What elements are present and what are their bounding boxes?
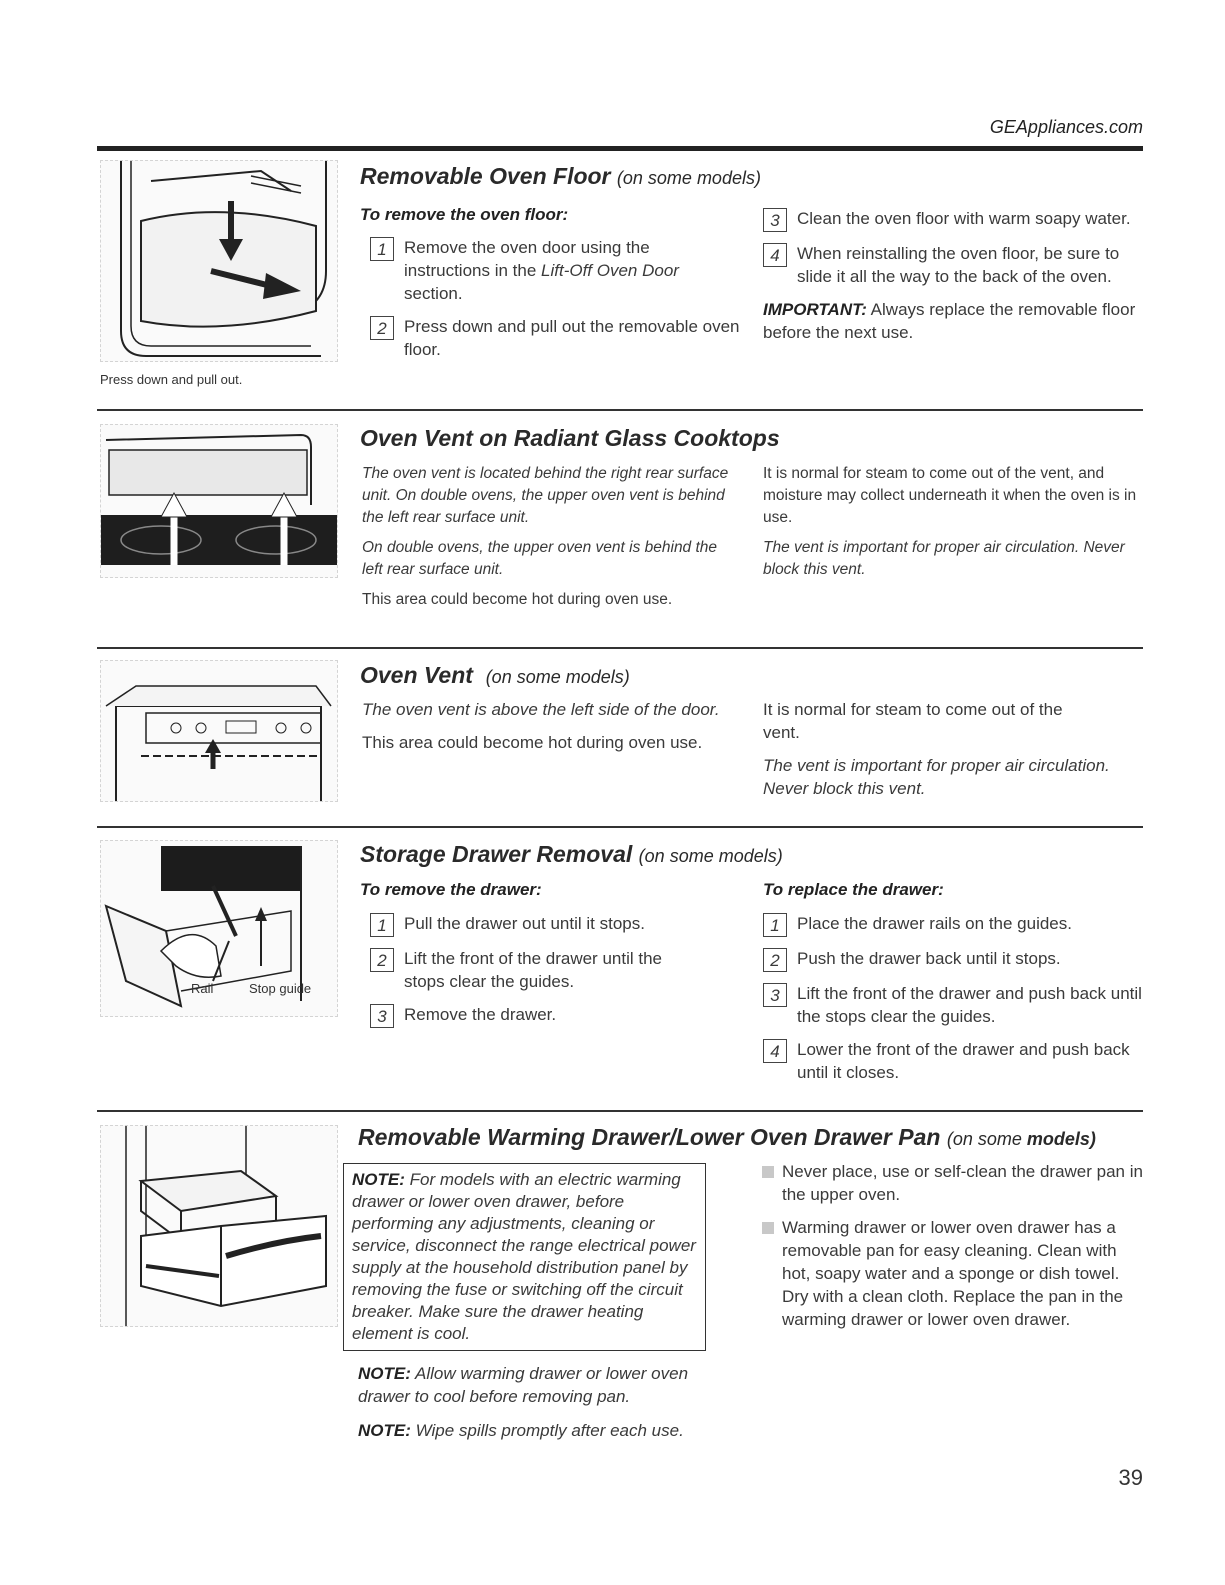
step-1 (763, 912, 1143, 937)
title-text: Removable Oven Floor (360, 163, 611, 189)
header-rule (97, 146, 1143, 151)
bullet-item (762, 1160, 1144, 1206)
step-text-a: Remove the oven door using the instructions in the (404, 238, 650, 280)
title-text: Removable Warming Drawer/Lower Oven Drawer Pan (358, 1124, 941, 1150)
bullet-item (762, 1216, 1144, 1331)
cooktop-vent-illustration (100, 424, 338, 578)
cooktop-vent-drawing (101, 425, 337, 577)
step-text: Clean the oven floor with warm soapy water. (797, 209, 1131, 228)
title-subtitle-bold: models) (1026, 1129, 1096, 1149)
step-number: 4 (763, 243, 787, 267)
step-number: 1 (763, 913, 787, 937)
step-number: 2 (370, 316, 394, 340)
note-label: NOTE: (352, 1170, 405, 1189)
step-4 (763, 1038, 1143, 1084)
step-number: 3 (370, 1004, 394, 1028)
hot-area-text: This area could become hot during oven use. (362, 591, 673, 608)
bullet-icon (762, 1222, 774, 1234)
section-divider (97, 409, 1143, 411)
step-3 (370, 1003, 700, 1028)
remove-floor-heading: To remove the oven floor: (360, 205, 569, 224)
oven-vent-illustration (100, 660, 338, 802)
oven-vent-right-col (763, 698, 1133, 800)
section-divider (97, 1110, 1143, 1112)
section-title-oven-vent (360, 662, 630, 689)
note-text: Allow warming drawer or lower oven drawer to cool before removing pan. (358, 1364, 689, 1406)
step-text: Remove the drawer. (404, 1005, 557, 1024)
site-url: GEAppliances.com (989, 117, 1143, 137)
bullet-text: Warming drawer or lower oven drawer has a removable pan for easy cleaning. Clean with hot, soapy water and a sponge or dish towel. Dry with a clean cloth. Replace the pan in the warming drawer or lower oven drawer. (782, 1218, 1124, 1329)
step-number: 1 (370, 237, 394, 261)
double-oven-text: On double ovens, the upper oven vent is behind the left rear surface unit. (362, 539, 718, 578)
oven-floor-steps-right (763, 207, 1145, 344)
note-text: Wipe spills promptly after each use. (410, 1421, 684, 1440)
step-2 (370, 947, 700, 993)
oven-vent-drawing (101, 661, 337, 801)
oven-floor-drawing (101, 161, 337, 361)
replace-drawer-steps (763, 912, 1143, 1094)
vent-important-text: The vent is important for proper air circulation. Never block this vent. (763, 756, 1110, 798)
step-text: Lower the front of the drawer and push back until it closes. (797, 1040, 1130, 1082)
step-1 (370, 912, 700, 937)
step-text: Lift the front of the drawer and push back until the stops clear the guides. (797, 984, 1142, 1026)
safety-note-box (343, 1163, 706, 1351)
vent-location-text: The oven vent is located behind the right rear surface unit. On double ovens, the upper oven vent is behind the left rear surface unit. (362, 465, 729, 526)
step-text: Place the drawer rails on the guides. (797, 914, 1072, 933)
note-label: NOTE: (358, 1421, 411, 1440)
section-divider (97, 826, 1143, 828)
important-note (763, 298, 1145, 344)
vent-above-door-text: The oven vent is above the left side of the door. (362, 700, 720, 719)
section-title-storage-drawer (360, 841, 783, 868)
steam-text: It is normal for steam to come out of the vent, and moisture may collect underneath it when the oven is in use. (763, 465, 1137, 526)
note-text: For models with an electric warming drawer or lower oven drawer, before performing any adjustments, cleaning or service, disconnect the range electrical power supply at the household distribution panel by removing the fuse or switching off the circuit breaker. Make sure the drawer heating element is cool. (352, 1170, 696, 1343)
rail-label: Rail (191, 981, 214, 996)
step-number: 3 (763, 983, 787, 1007)
section-divider (97, 647, 1143, 649)
title-subtitle: (on some models) (485, 667, 630, 687)
important-label: IMPORTANT: (763, 300, 867, 319)
step-number: 2 (370, 948, 394, 972)
remove-drawer-steps (370, 912, 700, 1038)
step-text: Pull the drawer out until it stops. (404, 914, 645, 933)
step-1 (370, 236, 740, 305)
step-number: 1 (370, 913, 394, 937)
vent-important-text: The vent is important for proper air circulation. Never block this vent. (763, 539, 1125, 578)
step-text: When reinstalling the oven floor, be sure to slide it all the way to the back of the oven. (797, 244, 1120, 286)
replace-drawer-heading: To replace the drawer: (763, 880, 944, 899)
step-text: Lift the front of the drawer until the stops clear the guides. (404, 949, 662, 991)
cooktop-vent-left-col (362, 463, 740, 611)
title-text: Storage Drawer Removal (360, 841, 633, 867)
title-subtitle: (on some models) (616, 168, 761, 188)
step-number: 3 (763, 208, 787, 232)
important-text: Always replace the removable floor before the next use. (763, 300, 1136, 342)
steam-text: It is normal for steam to come out of the vent. (763, 700, 1063, 742)
storage-drawer-illustration (100, 840, 338, 1017)
oven-floor-illustration (100, 160, 338, 362)
step-number: 4 (763, 1039, 787, 1063)
section-title-cooktop-vent: Oven Vent on Radiant Glass Cooktops (360, 425, 780, 451)
step-number: 2 (763, 948, 787, 972)
step-4 (763, 242, 1145, 288)
hot-area-text: This area could become hot during oven use. (362, 733, 703, 752)
section-title-oven-floor (360, 163, 761, 190)
bullet-text: Never place, use or self-clean the drawer pan in the upper oven. (782, 1162, 1143, 1204)
step-3 (763, 982, 1143, 1028)
warming-drawer-drawing (101, 1126, 337, 1326)
step-text-ref: Lift-Off Oven Door (541, 261, 679, 280)
note-label: NOTE: (358, 1364, 411, 1383)
title-text: Oven Vent (360, 662, 473, 688)
step-2 (763, 947, 1143, 972)
title-subtitle: (on some models) (638, 846, 783, 866)
wipe-note (358, 1419, 718, 1442)
stop-guide-label: Stop guide (249, 981, 312, 996)
oven-floor-caption: Press down and pull out. (100, 372, 243, 387)
step-text-c: section. (404, 284, 463, 303)
cooktop-vent-right-col (763, 463, 1143, 581)
cool-note (358, 1362, 718, 1408)
remove-drawer-heading: To remove the drawer: (360, 880, 542, 899)
oven-floor-steps-left (370, 236, 740, 371)
step-text: Push the drawer back until it stops. (797, 949, 1061, 968)
oven-vent-left-col (362, 698, 742, 754)
step-3 (763, 207, 1145, 232)
section-title-warming-drawer (358, 1124, 1096, 1151)
bullet-icon (762, 1166, 774, 1178)
warming-drawer-bullets (762, 1160, 1144, 1341)
page-number: 39 (1118, 1465, 1143, 1490)
step-text: Press down and pull out the removable oven floor. (404, 317, 740, 359)
title-subtitle: (on some (946, 1129, 1027, 1149)
step-text (404, 236, 740, 305)
warming-drawer-illustration (100, 1125, 338, 1327)
step-2 (370, 315, 740, 361)
